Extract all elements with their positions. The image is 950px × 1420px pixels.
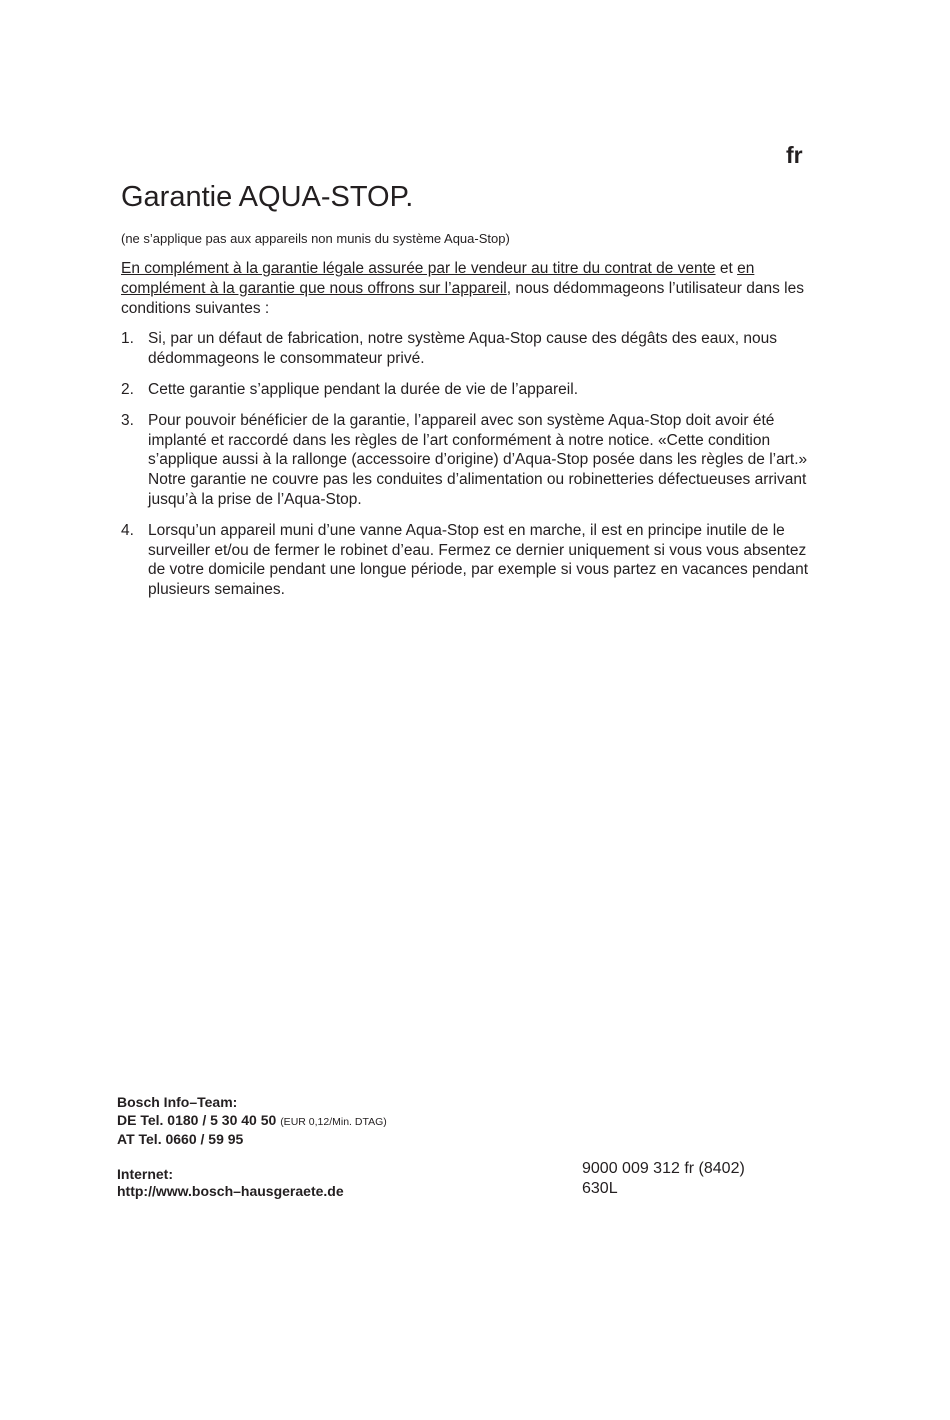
info-team-label: Bosch Info–Team: (117, 1094, 238, 1110)
contact-block (117, 1094, 387, 1201)
intro-connector-text: et (715, 260, 738, 277)
at-phone-line: AT Tel. 0660 / 59 95 (117, 1131, 244, 1147)
page-title: Garantie AQUA-STOP. (121, 181, 414, 213)
condition-text: Pour pouvoir bénéficier de la garantie, l’appareil avec son système Aqua-Stop doit avoir été implanté et raccordé dans les règles de l’art conformément à notre notice. «Cette condition s’applique aussi à la rallonge (accessoire d’origine) d’Aqua-Stop posée dans les règles de l’art.» Notre garantie ne couvre pas les conduites d’alimentation ou robinetteries défectueuses arrivant jusqu’à la prise de l’Aqua-Stop. (148, 411, 808, 508)
intro-paragraph (121, 259, 811, 318)
document-number: 9000 009 312 fr (8402) (582, 1160, 745, 1177)
condition-item (121, 521, 811, 600)
de-phone-number: DE Tel. 0180 / 5 30 40 50 (117, 1111, 277, 1128)
language-tag: fr (786, 142, 803, 168)
page-subtitle: (ne s’applique pas aux appareils non munis du système Aqua-Stop) (121, 231, 510, 246)
intro-legal-guarantee-text: En complément à la garantie légale assurée par le vendeur au titre du contrat de vente (121, 260, 716, 277)
condition-item (121, 329, 811, 369)
intro-appliance-guarantee-text: en complément à la garantie que nous offrons sur l’appareil (121, 260, 755, 297)
intro-conditions-text: , nous dédommageons l’utilisateur dans les conditions suivantes : (121, 279, 804, 317)
condition-number: 4. (121, 521, 134, 539)
warranty-body (121, 259, 811, 611)
condition-item (121, 380, 811, 400)
contact-spacer (117, 1149, 387, 1166)
condition-text: Lorsqu’un appareil muni d’une vanne Aqua-Stop est en marche, il est en principe inutile de le surveiller et/ou de fermer le robinet d’eau. Fermez ce dernier uniquement si vous vous absentez de votre domicile pendant une longue période, par exemple si vous partez en vacances pendant plusieurs semaines. (148, 521, 809, 599)
condition-number: 2. (121, 380, 134, 398)
condition-text: Cette garantie s’applique pendant la durée de vie de l’appareil. (148, 380, 578, 398)
condition-text: Si, par un défaut de fabrication, notre système Aqua-Stop cause des dégâts des eaux, nous dédommageons le consommateur privé. (148, 330, 778, 368)
website-url: http://www.bosch–hausgeraete.de (117, 1183, 344, 1199)
document-code: 630L (582, 1180, 618, 1197)
condition-item (121, 411, 811, 510)
internet-label: Internet: (117, 1165, 173, 1182)
document-id-block (582, 1159, 745, 1199)
condition-number: 1. (121, 330, 134, 348)
de-phone-line (117, 1112, 387, 1132)
conditions-list (121, 329, 811, 600)
condition-number: 3. (121, 411, 134, 429)
de-phone-rate: (EUR 0,12/Min. DTAG) (280, 1115, 387, 1128)
